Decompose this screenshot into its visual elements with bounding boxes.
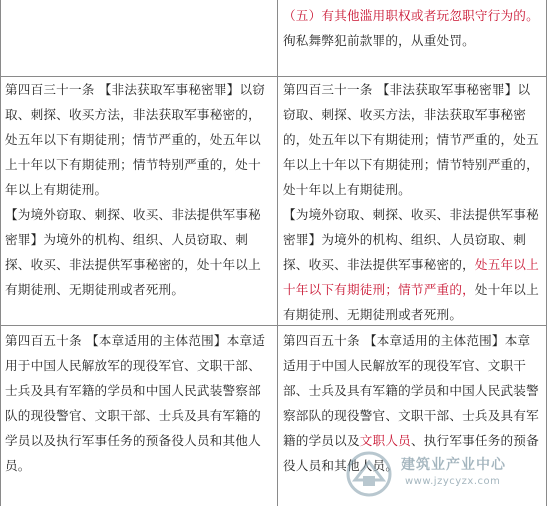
cell-article-431-new	[283, 77, 542, 323]
article-450-new-amended-text: 文职人员	[359, 433, 411, 448]
cell-article-450-old	[5, 328, 273, 504]
article-450-new-para-start: 第四百五十条 【本章适用的主体范围】本章适用于中国人民解放军的现役军官、文职干部、士兵及具有军籍的学员和中国人民武装警察部队的现役警官、文职干部、士兵及具有军籍的学员以及	[283, 333, 539, 448]
cell-article-431-old	[5, 77, 273, 323]
row-divider-2	[0, 325, 547, 326]
article-431-old-para-1: 第四百三十一条 【非法获取军事秘密罪】以窃取、刺探、收买方法，非法获取军事秘密的，处五年以下有期徒刑；情节严重的，处五年以上十年以下有期徒刑；情节特别严重的，处十年以上有期徒刑。	[5, 82, 266, 197]
article-431-new-amended-text: 处五年以上十年以下有期徒刑；情节严重的，	[283, 257, 539, 297]
watermark-url: www.jzycyzx.com	[405, 476, 501, 487]
fraud-aggravation-text: 徇私舞弊犯前款罪的，从重处罚。	[283, 33, 475, 48]
article-431-new-para-1: 第四百三十一条 【非法获取军事秘密罪】以窃取、刺探、收买方法，非法获取军事秘密的，处五年以下有期徒刑；情节严重的，处五年以上十年以下有期徒刑；情节特别严重的，处十年以上有期徒刑。	[283, 82, 539, 197]
article-431-new-para-2-start: 【为境外窃取、刺探、收买、非法提供军事秘密罪】为境外的机构、组织、人员窃取、刺探、收买、非法提供军事秘密的，	[283, 207, 539, 272]
article-431-new-para-2-end: 处十年以上有期徒刑、无期徒刑或者死刑。	[283, 282, 539, 322]
article-450-old-para-1: 第四百五十条 【本章适用的主体范围】本章适用于中国人民解放军的现役军官、文职干部、士兵及具有军籍的学员和中国人民武装警察部队的现役警官、文职干部、士兵及具有军籍的学员以及执行军事任务的预备役人员和其他人员。	[5, 333, 266, 473]
article-431-new-para-2	[283, 202, 542, 323]
watermark	[345, 448, 535, 500]
item-5-text: （五）有其他滥用职权或者玩忽职守行为的。	[283, 8, 539, 23]
watermark-title: 建筑业产业中心	[401, 457, 506, 473]
cell-top-right	[283, 3, 541, 75]
article-431-old-para-2: 【为境外窃取、刺探、收买、非法提供军事秘密罪】为境外的机构、组织、人员窃取、刺探、收买、非法提供军事秘密的，处十年以上有期徒刑、无期徒刑或者死刑。	[5, 207, 261, 297]
article-450-new-para-end: 、执行军事任务的预备役人员和其他人员。	[283, 433, 539, 473]
watermark-logo-icon	[345, 450, 393, 498]
